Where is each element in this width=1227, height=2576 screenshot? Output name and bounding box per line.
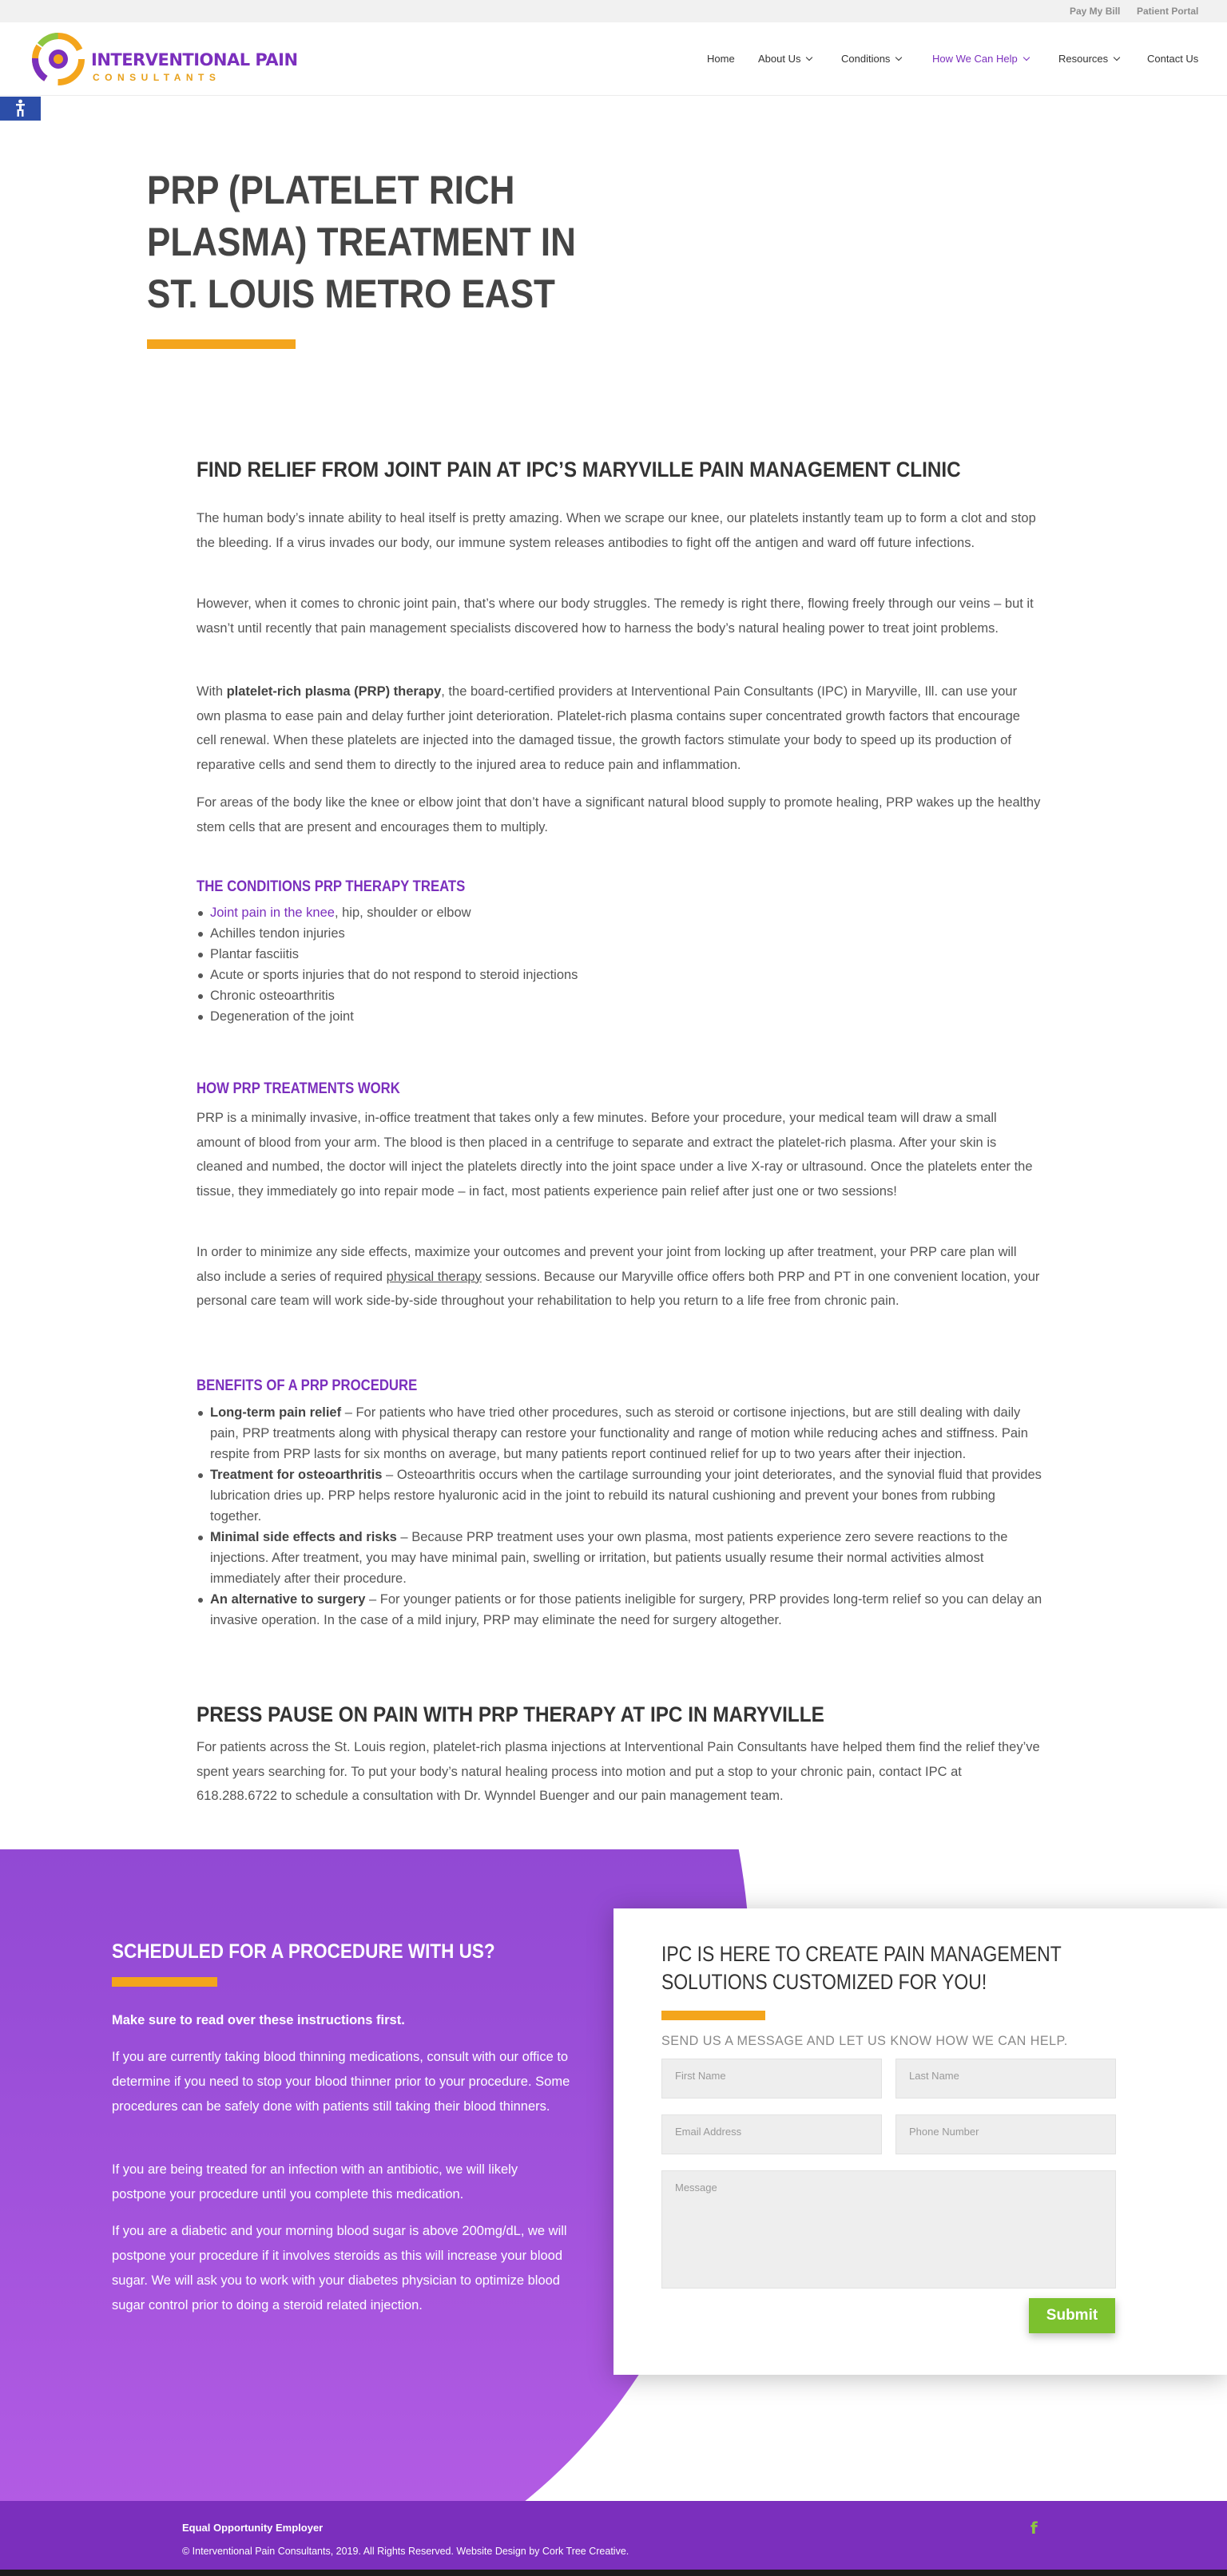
title-underline — [147, 339, 296, 349]
nav-how-label: How We Can Help — [932, 53, 1018, 65]
schedule-intro: Make sure to read over these instructions first. — [112, 2013, 405, 2027]
pause-heading: PRESS PAUSE ON PAIN WITH PRP THERAPY AT IPC IN MARYVILLE — [197, 1702, 824, 1726]
p3-rest: , the board-certified providers at Interventional Pain Consultants (IPC) in Maryville, Ill. can use your own plasma to ease pain and delay further joint deterioration. Platelet-rich plasma contains super concentrated growth factors that encourage cell renewal. When these platelets are injected into the damaged tissue, the growth factors stimulate your body to speed up its production of reparative cells and send them to directly to the injured area to reduce pain and inflammation. — [197, 684, 1020, 772]
conditions-heading: THE CONDITIONS PRP THERAPY TREATS — [197, 878, 466, 895]
how-p2-lead: In order to minimize any side effects, maximize your outcomes and prevent your joint from locking up after treatment, your PRP care plan will also include a series of required — [197, 1245, 1017, 1284]
benefits-heading: BENEFITS OF A PRP PROCEDURE — [197, 1377, 418, 1394]
accessibility-icon — [0, 97, 41, 121]
pause-paragraph: For patients across the St. Louis region, platelet-rich plasma injections at Interventional Pain Consultants have helped them find the relief they’ve spent years searching for. To put your body’s natural healing process into motion and put a stop to your chronic pain, contact IPC at 618.288.6722 to schedule a consultation with Dr. Wynndel Buenger and our pain management team. — [197, 1740, 1040, 1803]
benefit-text: – Osteoarthritis occurs when the cartilage surrounding your joint deteriorates, and the synovial fluid that provides lubrication dries up. PRP helps restore hyaluronic acid in the joint to rebuild its natural cushioning and prevent your bones from rubbing together. — [210, 1468, 1042, 1524]
article-heading: FIND RELIEF FROM JOINT PAIN AT IPC’S MARYVILLE PAIN MANAGEMENT CLINIC — [197, 458, 961, 482]
nav-resources-label: Resources — [1058, 53, 1109, 65]
equal-opportunity-label: Equal Opportunity Employer — [182, 2522, 324, 2534]
email-input[interactable]: Email Address — [661, 2114, 882, 2154]
page-title: PRP (PLATELET RICH PLASMA) TREATMENT IN ST. LOUIS METRO EAST — [147, 168, 576, 316]
how-paragraph-2 — [197, 1240, 1043, 1314]
patient-portal-link[interactable]: Patient Portal — [1137, 6, 1199, 17]
phone-input[interactable]: Phone Number — [895, 2114, 1116, 2154]
how-heading: HOW PRP TREATMENTS WORK — [197, 1080, 400, 1097]
nav-resources[interactable] — [1058, 53, 1119, 65]
p3-lead: With — [197, 684, 227, 699]
intro-paragraph-3 — [197, 680, 1043, 777]
site-logo[interactable] — [29, 30, 298, 86]
list-item: Degeneration of the joint — [197, 1006, 1043, 1027]
copyright-text: © Interventional Pain Consultants, 2019. All Rights Reserved. Website Design by Cork Tree Creative. — [182, 2546, 629, 2557]
benefit-title: Minimal side effects and risks — [210, 1530, 397, 1544]
facebook-icon[interactable]: f — [1030, 2519, 1038, 2538]
benefit-title: Long-term pain relief — [210, 1405, 342, 1420]
list-item — [197, 1527, 1043, 1589]
list-item: Chronic osteoarthritis — [197, 985, 1043, 1006]
benefit-text: – For patients who have tried other procedures, such as steroid or cortisone injections, but are still dealing with daily pain, PRP treatments along with physical therapy can restore your functionality and range of motion while reducing aches and stiffness. Pain respite from PRP lasts for six months on average, but many patients report continued relief for up to two years after their injection. — [210, 1405, 1028, 1461]
form-title: IPC IS HERE TO CREATE PAIN MANAGEMENT SOLUTIONS CUSTOMIZED FOR YOU! — [661, 1942, 1062, 1994]
physical-therapy-link[interactable]: physical therapy — [386, 1269, 482, 1284]
nav-about[interactable] — [758, 53, 812, 65]
site-footer — [0, 2501, 1227, 2570]
site-header — [0, 22, 1227, 96]
schedule-underline — [112, 1977, 217, 1987]
nav-contact[interactable] — [1147, 53, 1198, 65]
last-name-input[interactable]: Last Name — [895, 2059, 1116, 2098]
logo-mark-icon — [29, 30, 88, 88]
list-item — [197, 1589, 1043, 1631]
first-name-input[interactable]: First Name — [661, 2059, 882, 2098]
list-item: Achilles tendon injuries — [197, 923, 1043, 944]
list-item — [197, 902, 1043, 923]
submit-button[interactable]: Submit — [1029, 2298, 1115, 2333]
intro-paragraph-1: The human body’s innate ability to heal itself is pretty amazing. When we scrape our knee, our platelets instantly team up to form a clot and stop the bleeding. If a virus invades our body, our immune system releases antibodies to fight off the antigen and ward off future infections. — [197, 511, 1036, 550]
logo-title: INTERVENTIONAL PAIN — [91, 50, 298, 69]
intro-paragraph-4: For areas of the body like the knee or elbow joint that don’t have a significant natural blood supply to promote healing, PRP wakes up the healthy stem cells that are present and encourages them to multiply. — [197, 795, 1041, 834]
schedule-paragraph-2: If you are being treated for an infection with an antibiotic, we will likely postpone your procedure until you complete this medication. — [112, 2162, 518, 2201]
nav-about-label: About Us — [758, 53, 801, 65]
accessibility-button[interactable] — [0, 97, 41, 121]
pay-bill-link[interactable]: Pay My Bill — [1070, 6, 1121, 17]
chevron-down-icon — [1114, 54, 1120, 61]
list-item: Plantar fasciitis — [197, 944, 1043, 965]
benefit-title: Treatment for osteoarthritis — [210, 1468, 383, 1482]
intro-paragraph-2: However, when it comes to chronic joint pain, that’s where our body struggles. The remedy is right there, flowing freely through our veins – but it wasn’t until recently that pain management specialists discovered how to harness the body’s natural healing power to treat joint problems. — [197, 596, 1034, 636]
logo-subtitle: CONSULTANTS — [93, 72, 221, 83]
chevron-down-icon — [806, 54, 812, 61]
form-subtitle: SEND US A MESSAGE AND LET US KNOW HOW WE CAN HELP. — [661, 2033, 1068, 2048]
nav-conditions[interactable] — [841, 53, 901, 65]
benefits-list — [197, 1402, 1043, 1631]
message-textarea[interactable]: Message — [661, 2170, 1116, 2289]
list-item — [197, 1402, 1043, 1464]
list-item: Acute or sports injuries that do not respond to steroid injections — [197, 965, 1043, 985]
top-utility-bar — [0, 0, 1227, 22]
form-underline — [661, 2011, 765, 2020]
list-item-rest: , hip, shoulder or elbow — [334, 906, 471, 920]
benefit-title: An alternative to surgery — [210, 1592, 366, 1607]
nav-how-we-can-help[interactable] — [932, 53, 1029, 65]
prp-therapy-bold: platelet-rich plasma (PRP) therapy — [226, 684, 442, 699]
footer-bottom-bar — [0, 2570, 1227, 2576]
nav-home[interactable] — [707, 53, 735, 65]
schedule-heading: SCHEDULED FOR A PROCEDURE WITH US? — [112, 1940, 495, 1963]
benefit-text: – For younger patients or for those patients ineligible for surgery, PRP provides long-term relief so you can delay an invasive operation. In the case of a mild injury, PRP may eliminate the need for surgery altogether. — [210, 1592, 1042, 1627]
nav-conditions-label: Conditions — [841, 53, 891, 65]
schedule-paragraph-3: If you are a diabetic and your morning blood sugar is above 200mg/dL, we will postpone your procedure if it involves steroids as this will increase your blood sugar. We will ask you to work with your diabetes physician to optimize blood sugar control prior to doing a steroid related injection. — [112, 2224, 567, 2312]
how-paragraph-1: PRP is a minimally invasive, in-office treatment that takes only a few minutes. Before your procedure, your medical team will draw a small amount of blood from your arm. The blood is then placed in a centrifuge to separate and extract the platelet-rich plasma. After your skin is cleaned and numbed, the doctor will inject the platelets directly into the joint space under a live X-ray or ultrasound. Once the platelets enter the tissue, they immediately go into repair mode – in fact, most patients experience pain relief after just one or two sessions! — [197, 1111, 1033, 1199]
schedule-paragraph-1: If you are currently taking blood thinning medications, consult with our office to determine if you need to stop your blood thinner prior to your procedure. Some procedures can be safely done with patients still taking their blood thinners. — [112, 2050, 570, 2114]
conditions-list — [197, 902, 1043, 1027]
joint-pain-knee-link[interactable]: Joint pain in the knee — [210, 906, 335, 920]
chevron-down-icon — [1022, 54, 1029, 61]
list-item — [197, 1464, 1043, 1527]
how-p2-rest: sessions. Because our Maryville office offers both PRP and PT in one convenient location, your personal care team will work side-by-side throughout your rehabilitation to help you return to a life free from chronic pain. — [197, 1269, 1040, 1308]
nav-home-label: Home — [707, 53, 735, 65]
benefit-text: – Because PRP treatment uses your own plasma, most patients experience zero severe reactions to the injections. After treatment, you may have minimal pain, swelling or irritation, but patients usually resume their normal activities almost immediately after their procedure. — [210, 1530, 1008, 1586]
chevron-down-icon — [895, 54, 902, 61]
nav-contact-label: Contact Us — [1147, 53, 1199, 65]
contact-form — [614, 1908, 1227, 2375]
